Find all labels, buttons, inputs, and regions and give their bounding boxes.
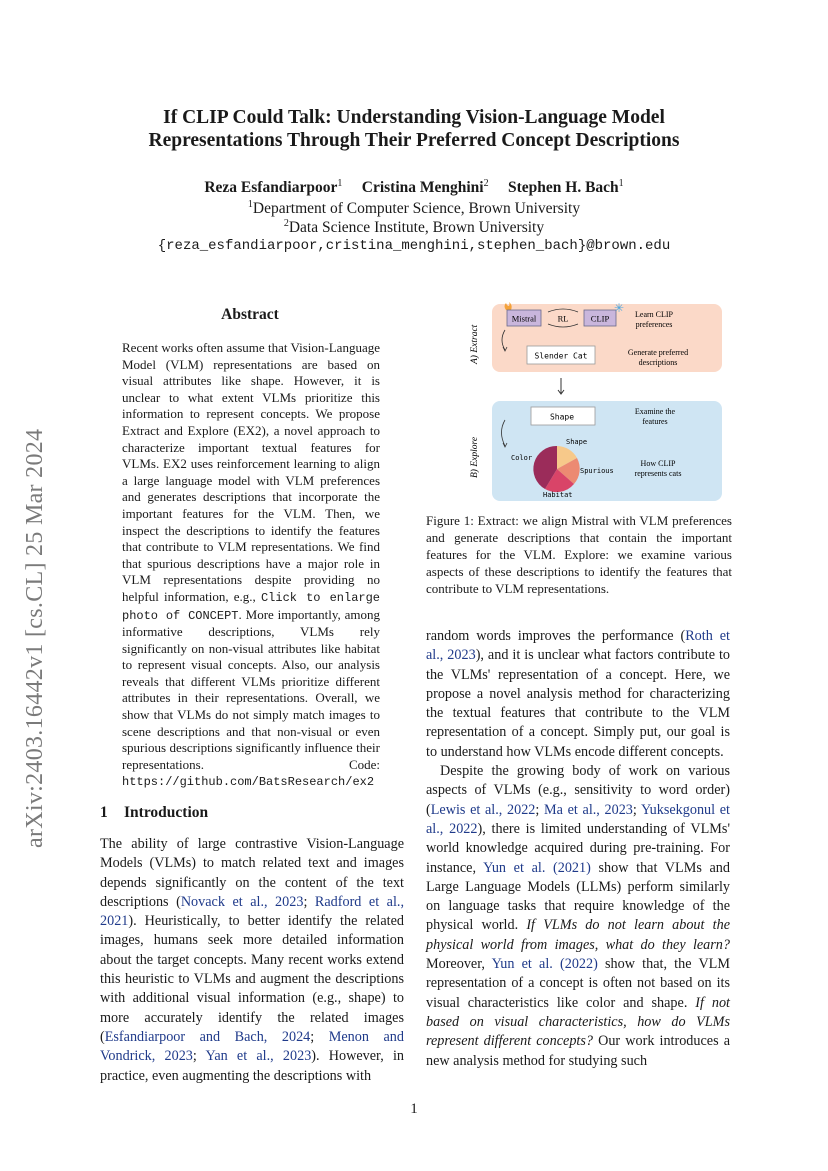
abstract-heading: Abstract xyxy=(221,306,279,323)
affil-mark: 1 xyxy=(247,199,253,210)
body-text: Moreover, xyxy=(426,956,492,973)
body-text: Despite the growing body of work on various aspects of VLMs (e.g., sensitivity to word order) ( xyxy=(426,763,730,818)
body-text: ), and it is unclear what factors contribute to the VLMs' representation of a concept. Here, we propose a novel analysis method for characterizing the textual features that contribute to the VLM representation of a concept. Simply put, our goal is to understand how VLMs encode different concepts. xyxy=(426,647,730,760)
citation-link[interactable]: Yun et al. (2022) xyxy=(491,956,598,973)
abstract-text: Recent works often assume that Vision-Language Model (VLM) representations are based on visual attributes like shape. However, it is unclear to what extent VLMs prioritize this information to represent concepts. We propose Extract and Explore (EX2), a novel approach to characterize important textual features for VLMs. EX2 uses reinforcement learning to align a large language model with VLM preferences and generates descriptions that incorporate the important features for the VLM. Then, we inspect the descriptions to identify the features that contribute to VLM representations. We find that spurious descriptions have a major role in VLM representations despite providing no helpful information, e.g., xyxy=(122,340,380,604)
abstract-text-2: . More importantly, among informative descriptions, VLMs rely significantly on non-visual attributes like habitat to represent visual concepts. Also, our analysis reveals that different VLMs prioritize different attributes in their representations. Overall, we show that VLMs do not simply match images to scene descriptions and that non-visual or even spurious descriptions significantly influence their representations. Code: xyxy=(122,606,381,772)
body-text: show that, the VLM representation of a concept is often not based on its visual characteristics like color and shape. xyxy=(426,956,730,1011)
body-text: ). Heuristically, to better identify the related images, humans seek more detailed information about the target concepts. Many recent works extend this heuristic to VLMs and augment the descriptions with additional visual information (e.g., shape) to more accurately identify the related images ( xyxy=(100,913,404,1045)
body-text: ; xyxy=(310,1028,329,1045)
page-number: 1 xyxy=(410,1101,418,1117)
author-name: Stephen H. Bach xyxy=(507,179,619,197)
affiliation-2 xyxy=(60,218,768,237)
paper-title xyxy=(60,106,768,152)
explore-panel xyxy=(492,401,722,501)
italic-question: If VLMs do not learn about the physical world from images, what do they learn? xyxy=(426,917,730,953)
title-line-2: Representations Through Their Preferred Concept Descriptions xyxy=(148,130,680,151)
citation-link[interactable]: Roth et al., 2023 xyxy=(426,628,730,664)
body-text: ; xyxy=(632,801,641,818)
body-text: ), there is limited understanding of VLMs' world knowledge acquired during pre-training. For instance, xyxy=(426,820,731,876)
body-text: ; xyxy=(535,801,545,818)
rl-label: RL xyxy=(557,313,569,324)
mistral-label: Mistral xyxy=(511,313,537,324)
examine-line1: Examine the xyxy=(634,407,676,416)
italic-question: If not based on visual characteristics, how do VLMs represent different concepts? xyxy=(426,994,730,1050)
intro-left-column xyxy=(100,835,404,1086)
code-link[interactable]: https://github.com/BatsResearch/ex2 xyxy=(122,775,375,790)
author-affil-mark: 2 xyxy=(483,178,489,189)
extract-label: A) Extract xyxy=(470,324,480,364)
author-name: Cristina Menghini xyxy=(361,179,484,197)
snowflake-icon: ✳ xyxy=(613,301,625,315)
body-text: ; xyxy=(192,1048,206,1065)
citation-link[interactable]: Esfandiarpoor and Bach, 2024 xyxy=(104,1028,311,1045)
generate-line1: Generate preferred xyxy=(627,348,689,357)
abstract-code-example: Click to enlarge photo of CONCEPT xyxy=(122,590,381,623)
body-text: Our work introduces a new analysis method for studying such xyxy=(426,1033,730,1069)
slender-cat-text: Slender Cat xyxy=(534,351,588,361)
clip-label: CLIP xyxy=(590,313,610,324)
body-text: ). However, in practice, even augmenting the descriptions with xyxy=(100,1048,404,1084)
pie-label-shape: Shape xyxy=(566,438,588,446)
citation-link[interactable]: Radford et al., 2021 xyxy=(100,893,404,930)
pie-label-spurious: Spurious xyxy=(580,467,614,475)
pie-label-color: Color xyxy=(511,454,533,462)
author-affil-mark: 1 xyxy=(337,178,343,189)
author-list xyxy=(60,178,768,197)
section-heading xyxy=(100,804,208,822)
flame-icon xyxy=(505,302,512,310)
citation-link[interactable]: Yuksekgonul et al., 2022 xyxy=(426,801,731,837)
abstract-body xyxy=(122,340,380,791)
pie-label-habitat: Habitat xyxy=(543,491,573,499)
affil-text: Department of Computer Science, Brown University xyxy=(252,200,581,218)
section-number: 1 xyxy=(100,804,108,821)
citation-link[interactable]: Lewis et al., 2022 xyxy=(430,801,536,818)
intro-right-column xyxy=(426,627,730,1071)
citation-link[interactable]: Novack et al., 2023 xyxy=(180,893,304,910)
citation-link[interactable]: Ma et al., 2023 xyxy=(544,801,633,818)
figure-1-diagram xyxy=(470,298,730,504)
affiliation-1 xyxy=(60,199,768,218)
author-emails: {reza_esfandiarpoor,cristina_menghini,stephen_bach}@brown.edu xyxy=(157,238,671,254)
generate-line2: descriptions xyxy=(638,358,678,367)
how-line1: How CLIP xyxy=(640,459,676,468)
body-text: show that VLMs and Large Language Models (LLMs) perform similarly on language tasks that require knowledge of the physical world. xyxy=(426,859,730,934)
explore-label: B) Explore xyxy=(470,436,480,478)
body-text: ; xyxy=(303,893,315,910)
figure-caption: Figure 1: Extract: we align Mistral with VLM preferences and generate descriptions that contain the important features for the VLM. Explore: we examine various aspects of these descriptions to identify the features that contribute to VLM representations. xyxy=(426,513,732,596)
author-affil-mark: 1 xyxy=(618,178,624,189)
citation-link[interactable]: Yan et al., 2023 xyxy=(205,1048,312,1065)
body-text: random words improves the performance ( xyxy=(426,628,686,644)
shape-box-text: Shape xyxy=(549,412,575,422)
affil-text: Data Science Institute, Brown University xyxy=(288,219,545,237)
section-title: Introduction xyxy=(124,804,209,821)
examine-line2: features xyxy=(642,417,668,426)
author-name: Reza Esfandiarpoor xyxy=(204,179,338,197)
how-line2: represents cats xyxy=(634,469,682,478)
citation-link[interactable]: Yun et al. (2021) xyxy=(483,859,591,876)
arxiv-stamp: arXiv:2403.16442v1 [cs.CL] 25 Mar 2024 xyxy=(22,428,48,848)
learn-clip-line2: preferences xyxy=(635,320,673,329)
learn-clip-line1: Learn CLIP xyxy=(635,310,673,319)
title-line-1: If CLIP Could Talk: Understanding Vision-Language Model xyxy=(163,107,665,128)
affil-mark: 2 xyxy=(283,218,289,229)
citation-link[interactable]: Menon and Vondrick, 2023 xyxy=(100,1028,404,1065)
body-text: The ability of large contrastive Vision-Language Models (VLMs) to match related text and images depends significantly on the content of the text descriptions ( xyxy=(100,836,404,910)
